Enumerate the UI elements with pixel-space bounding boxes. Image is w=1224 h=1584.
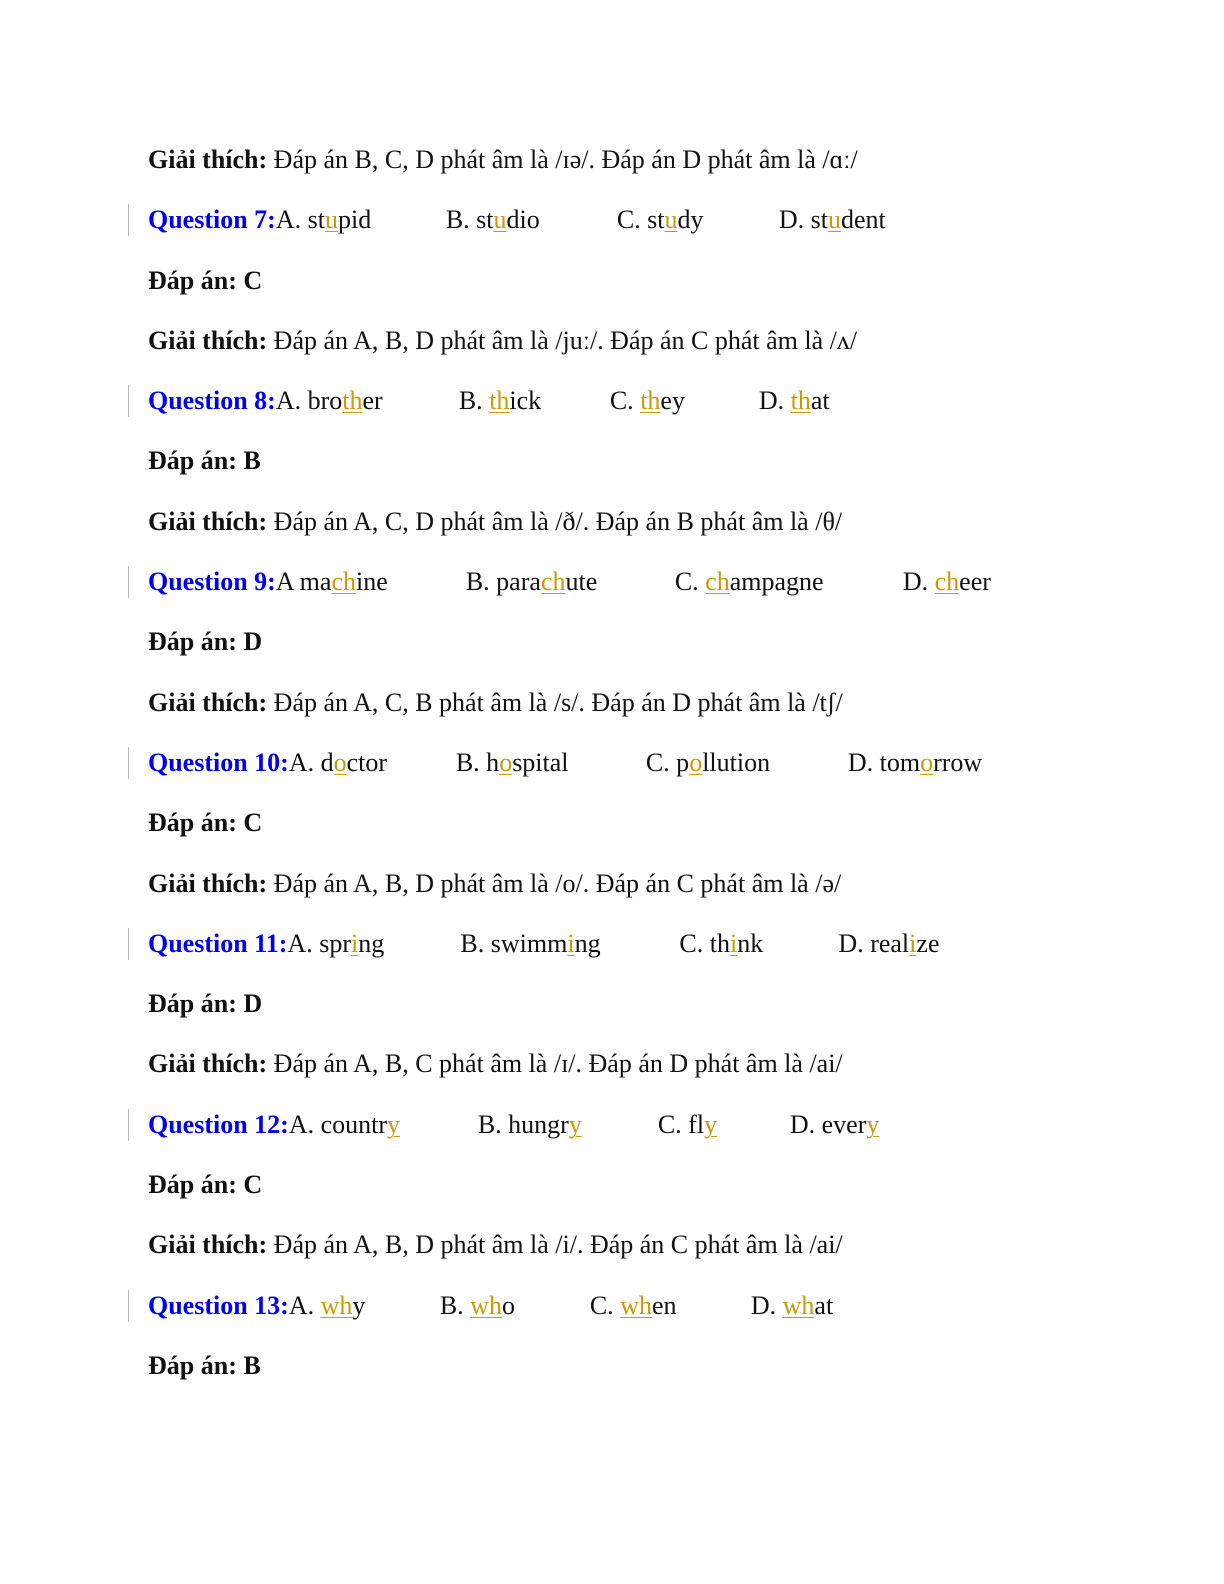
- option-a: A. doctor: [288, 747, 388, 777]
- explanation-text: Đáp án A, C, D phát âm là /ð/. Đáp án B phát âm là /θ/: [267, 506, 843, 536]
- option-a: A. stupid: [275, 205, 372, 235]
- explanation-label: Giải thích:: [148, 1049, 268, 1079]
- question-7-line: [148, 200, 1108, 260]
- explanation-label: Giải thích:: [148, 687, 268, 717]
- question-9-line: [148, 562, 1108, 622]
- option-a: A machine: [275, 567, 388, 597]
- answer-line: [148, 261, 1108, 321]
- explanation-label: Giải thích:: [148, 506, 268, 536]
- explanation-text: Đáp án A, B, D phát âm là /juː/. Đáp án C phát âm là /ʌ/: [267, 325, 858, 355]
- option-d: D. cheer: [902, 567, 991, 597]
- answer-line: [148, 622, 1108, 682]
- option-b: B. thick: [458, 386, 542, 416]
- explanation-label: Giải thích:: [148, 868, 268, 898]
- paragraph-marker: [128, 928, 129, 960]
- paragraph-marker: [128, 1290, 129, 1322]
- answer-line: [148, 1346, 1108, 1406]
- explanation-text: Đáp án A, B, D phát âm là /i/. Đáp án C phát âm là /ai/: [267, 1230, 843, 1260]
- answer-label: Đáp án: D: [148, 627, 263, 657]
- explanation-text: Đáp án A, B, C phát âm là /ɪ/. Đáp án D phát âm là /ai/: [267, 1049, 843, 1079]
- explanation-label: Giải thích:: [148, 1230, 268, 1260]
- question-12-line: [148, 1105, 1108, 1165]
- option-c: C. think: [679, 928, 764, 958]
- document-page: [148, 140, 1108, 1406]
- option-a: A. why: [288, 1290, 366, 1320]
- explanation-line: [148, 321, 1108, 381]
- option-b: B. swimming: [460, 928, 601, 958]
- question-11-line: [148, 924, 1108, 984]
- option-d: D. every: [789, 1109, 880, 1139]
- option-d: D. what: [750, 1290, 834, 1320]
- option-c: C. champagne: [674, 567, 824, 597]
- question-13-line: [148, 1286, 1108, 1346]
- question-label: Question 7:: [148, 205, 276, 235]
- question-label: Question 12:: [148, 1109, 289, 1139]
- option-c: C. study: [616, 205, 704, 235]
- paragraph-marker: [128, 385, 129, 417]
- question-label: Question 10:: [148, 747, 289, 777]
- explanation-line: [148, 502, 1108, 562]
- intro-explanation-line: [148, 140, 1108, 200]
- question-label: Question 8:: [148, 386, 276, 416]
- explanation-line: [148, 864, 1108, 924]
- option-c: C. they: [609, 386, 685, 416]
- answer-label: Đáp án: B: [148, 1350, 261, 1380]
- option-d: D. student: [778, 205, 886, 235]
- option-a: A. brother: [275, 386, 383, 416]
- answer-label: Đáp án: C: [148, 265, 263, 295]
- option-b: B. who: [439, 1290, 515, 1320]
- option-c: C. pollution: [645, 747, 771, 777]
- option-b: B. parachute: [465, 567, 598, 597]
- explanation-label: Giải thích:: [148, 145, 268, 174]
- answer-label: Đáp án: C: [148, 1170, 263, 1200]
- question-10-line: [148, 743, 1108, 803]
- paragraph-marker: [128, 204, 129, 236]
- answer-label: Đáp án: C: [148, 808, 263, 838]
- answer-line: [148, 803, 1108, 863]
- answer-line: [148, 441, 1108, 501]
- explanation-line: [148, 1225, 1108, 1285]
- explanation-text: Đáp án A, B, D phát âm là /o/. Đáp án C phát âm là /ə/: [267, 868, 842, 898]
- paragraph-marker: [128, 566, 129, 598]
- option-b: B. hospital: [455, 747, 569, 777]
- explanation-line: [148, 683, 1108, 743]
- question-8-line: [148, 381, 1108, 441]
- answer-line: [148, 984, 1108, 1044]
- option-c: C. fly: [657, 1109, 718, 1139]
- answer-line: [148, 1165, 1108, 1225]
- question-label: Question 9:: [148, 567, 276, 597]
- option-a: A. spring: [287, 928, 385, 958]
- explanation-text: Đáp án A, C, B phát âm là /s/. Đáp án D phát âm là /tʃ/: [267, 687, 843, 717]
- paragraph-marker: [128, 747, 129, 779]
- answer-label: Đáp án: B: [148, 446, 261, 476]
- question-label: Question 13:: [148, 1290, 289, 1320]
- option-b: B. studio: [445, 205, 540, 235]
- option-c: C. when: [589, 1290, 677, 1320]
- question-label: Question 11:: [148, 928, 288, 958]
- option-d: D. tomorrow: [847, 747, 983, 777]
- paragraph-marker: [128, 1109, 129, 1141]
- explanation-label: Giải thích:: [148, 325, 268, 355]
- option-d: D. that: [758, 386, 830, 416]
- answer-label: Đáp án: D: [148, 989, 263, 1019]
- option-b: B. hungry: [477, 1109, 582, 1139]
- option-a: A. country: [288, 1109, 401, 1139]
- explanation-text: Đáp án B, C, D phát âm là /ɪə/. Đáp án D phát âm là /ɑː/: [267, 145, 858, 174]
- option-d: D. realize: [838, 928, 940, 958]
- explanation-line: [148, 1044, 1108, 1104]
